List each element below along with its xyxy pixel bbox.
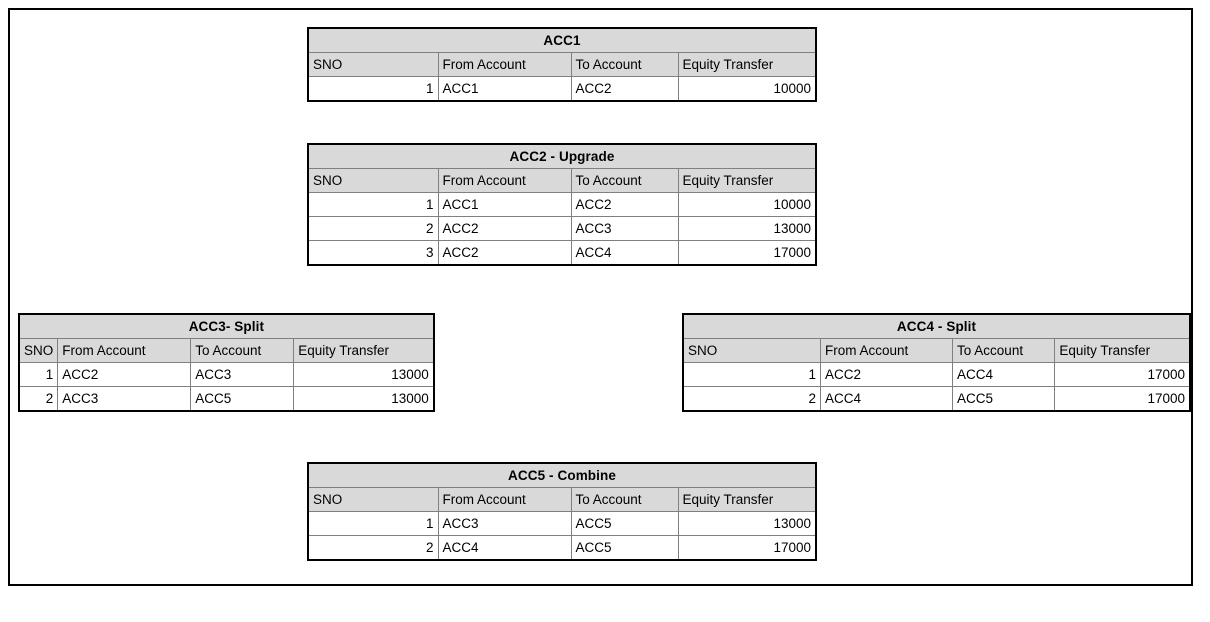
cell-from-account: ACC1 — [438, 193, 571, 217]
cell-from-account: ACC3 — [58, 387, 191, 412]
table-row — [308, 77, 816, 102]
column-header-to-account: To Account — [191, 339, 294, 363]
cell-to-account: ACC2 — [571, 77, 678, 102]
cell-to-account: ACC5 — [571, 512, 678, 536]
column-header-sno: SNO — [308, 169, 438, 193]
table-block-acc4 — [682, 313, 1191, 412]
table-title-row — [19, 314, 434, 339]
column-header-sno: SNO — [308, 53, 438, 77]
account-table-acc2 — [307, 143, 817, 266]
cell-to-account: ACC4 — [953, 363, 1055, 387]
column-header-equity-transfer: Equity Transfer — [294, 339, 434, 363]
table-row — [308, 241, 816, 266]
cell-to-account: ACC5 — [191, 387, 294, 412]
cell-from-account: ACC4 — [438, 536, 571, 561]
table-row — [308, 217, 816, 241]
cell-from-account: ACC4 — [821, 387, 953, 412]
table-block-acc5 — [307, 462, 817, 561]
account-table-acc1 — [307, 27, 817, 102]
cell-equity-transfer: 17000 — [1055, 363, 1190, 387]
table-title: ACC1 — [308, 28, 816, 53]
cell-equity-transfer: 10000 — [678, 193, 816, 217]
cell-sno: 1 — [19, 363, 58, 387]
column-header-equity-transfer: Equity Transfer — [678, 488, 816, 512]
table-title-row — [308, 28, 816, 53]
table-header-row — [683, 339, 1190, 363]
table-header-row — [308, 169, 816, 193]
cell-to-account: ACC5 — [571, 536, 678, 561]
table-header-row — [308, 488, 816, 512]
cell-from-account: ACC2 — [438, 241, 571, 266]
cell-sno: 3 — [308, 241, 438, 266]
cell-from-account: ACC2 — [438, 217, 571, 241]
table-title-row — [683, 314, 1190, 339]
column-header-from-account: From Account — [58, 339, 191, 363]
cell-sno: 1 — [308, 77, 438, 102]
cell-to-account: ACC2 — [571, 193, 678, 217]
cell-sno: 2 — [308, 217, 438, 241]
cell-sno: 1 — [308, 193, 438, 217]
cell-to-account: ACC5 — [953, 387, 1055, 412]
cell-sno: 2 — [19, 387, 58, 412]
account-table-acc3 — [18, 313, 435, 412]
cell-sno: 1 — [308, 512, 438, 536]
table-header-row — [308, 53, 816, 77]
column-header-to-account: To Account — [571, 53, 678, 77]
table-title: ACC3- Split — [19, 314, 434, 339]
column-header-equity-transfer: Equity Transfer — [1055, 339, 1190, 363]
column-header-from-account: From Account — [438, 169, 571, 193]
column-header-to-account: To Account — [571, 488, 678, 512]
column-header-from-account: From Account — [821, 339, 953, 363]
cell-equity-transfer: 10000 — [678, 77, 816, 102]
cell-to-account: ACC3 — [191, 363, 294, 387]
diagram-frame — [8, 8, 1193, 586]
column-header-sno: SNO — [308, 488, 438, 512]
table-title-row — [308, 144, 816, 169]
table-row — [19, 363, 434, 387]
column-header-from-account: From Account — [438, 488, 571, 512]
cell-equity-transfer: 13000 — [678, 217, 816, 241]
cell-from-account: ACC2 — [58, 363, 191, 387]
cell-from-account: ACC3 — [438, 512, 571, 536]
cell-equity-transfer: 17000 — [678, 536, 816, 561]
table-header-row — [19, 339, 434, 363]
table-block-acc1 — [307, 27, 817, 102]
table-row — [308, 512, 816, 536]
cell-sno: 2 — [683, 387, 821, 412]
cell-sno: 1 — [683, 363, 821, 387]
table-row — [308, 193, 816, 217]
column-header-from-account: From Account — [438, 53, 571, 77]
cell-from-account: ACC2 — [821, 363, 953, 387]
table-row — [683, 387, 1190, 412]
table-row — [683, 363, 1190, 387]
cell-equity-transfer: 13000 — [678, 512, 816, 536]
cell-equity-transfer: 13000 — [294, 387, 434, 412]
cell-to-account: ACC3 — [571, 217, 678, 241]
table-title-row — [308, 463, 816, 488]
table-title: ACC2 - Upgrade — [308, 144, 816, 169]
table-row — [19, 387, 434, 412]
account-table-acc4 — [682, 313, 1191, 412]
column-header-equity-transfer: Equity Transfer — [678, 53, 816, 77]
cell-sno: 2 — [308, 536, 438, 561]
table-title: ACC5 - Combine — [308, 463, 816, 488]
table-row — [308, 536, 816, 561]
table-title: ACC4 - Split — [683, 314, 1190, 339]
table-block-acc3 — [18, 313, 435, 412]
cell-to-account: ACC4 — [571, 241, 678, 266]
column-header-sno: SNO — [19, 339, 58, 363]
cell-equity-transfer: 13000 — [294, 363, 434, 387]
column-header-equity-transfer: Equity Transfer — [678, 169, 816, 193]
cell-equity-transfer: 17000 — [1055, 387, 1190, 412]
column-header-to-account: To Account — [953, 339, 1055, 363]
column-header-sno: SNO — [683, 339, 821, 363]
cell-from-account: ACC1 — [438, 77, 571, 102]
account-table-acc5 — [307, 462, 817, 561]
column-header-to-account: To Account — [571, 169, 678, 193]
cell-equity-transfer: 17000 — [678, 241, 816, 266]
table-block-acc2 — [307, 143, 817, 266]
